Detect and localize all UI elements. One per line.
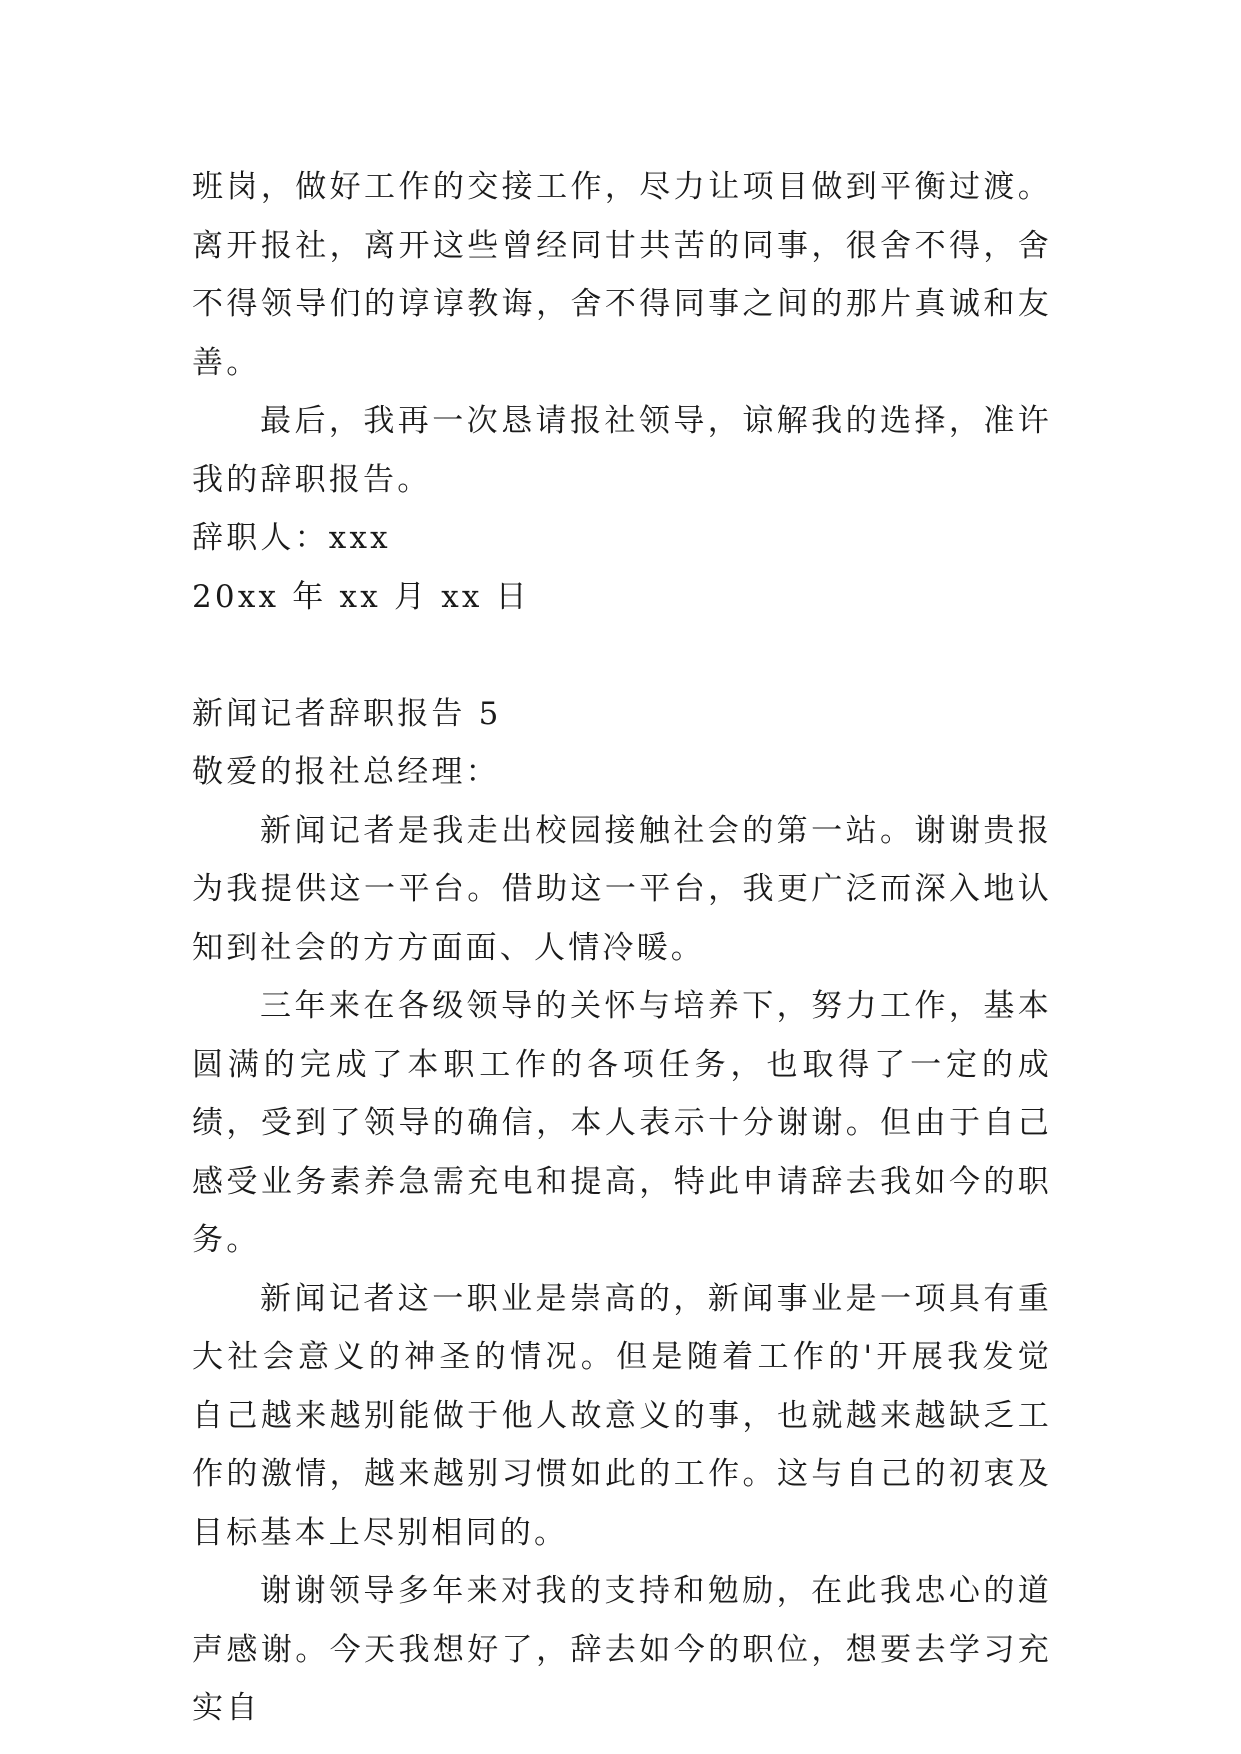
body-paragraph: 三年来在各级领导的关怀与培养下，努力工作，基本圆满的完成了本职工作的各项任务，也取得了一定的成绩，受到了领导的确信，本人表示十分谢谢。但由于自己感受业务素养急需充电和提高，特此申请辞去我如今的职务。 — [192, 988, 1052, 1258]
section-spacer — [192, 626, 1052, 685]
section-title: 新闻记者辞职报告 5 — [192, 695, 502, 732]
continuation-paragraph: 班岗，做好工作的交接工作，尽力让项目做到平衡过渡。离开报社，离开这些曾经同甘共苦的同事，很舍不得，舍不得领导们的谆谆教诲，舍不得同事之间的那片真诚和友善。 — [192, 169, 1052, 381]
body-paragraph: 新闻记者是我走出校园接触社会的第一站。谢谢贵报为我提供这一平台。借助这一平台，我更广泛而深入地认知到社会的方方面面、人情冷暖。 — [192, 812, 1052, 966]
body-paragraph: 谢谢领导多年来对我的支持和勉励，在此我忠心的道声感谢。今天我想好了，辞去如今的职位，想要去学习充实自 — [192, 1573, 1052, 1726]
date-line: 20xx 年 xx 月 xx 日 — [192, 578, 530, 615]
closing-paragraph: 最后，我再一次恳请报社领导，谅解我的选择，准许我的辞职报告。 — [192, 403, 1052, 498]
signature-line: 辞职人：xxx — [192, 520, 391, 556]
salutation: 敬爱的报社总经理： — [192, 754, 500, 790]
body-paragraph: 新闻记者这一职业是崇高的，新闻事业是一项具有重大社会意义的神圣的情况。但是随着工作的'开展我发觉自己越来越别能做于他人故意义的事，也就越来越缺乏工作的激情，越来越别习惯如此的工作。这与自己的初衷及目标基本上尽别相同的。 — [192, 1280, 1052, 1551]
document-text — [192, 158, 1052, 1738]
